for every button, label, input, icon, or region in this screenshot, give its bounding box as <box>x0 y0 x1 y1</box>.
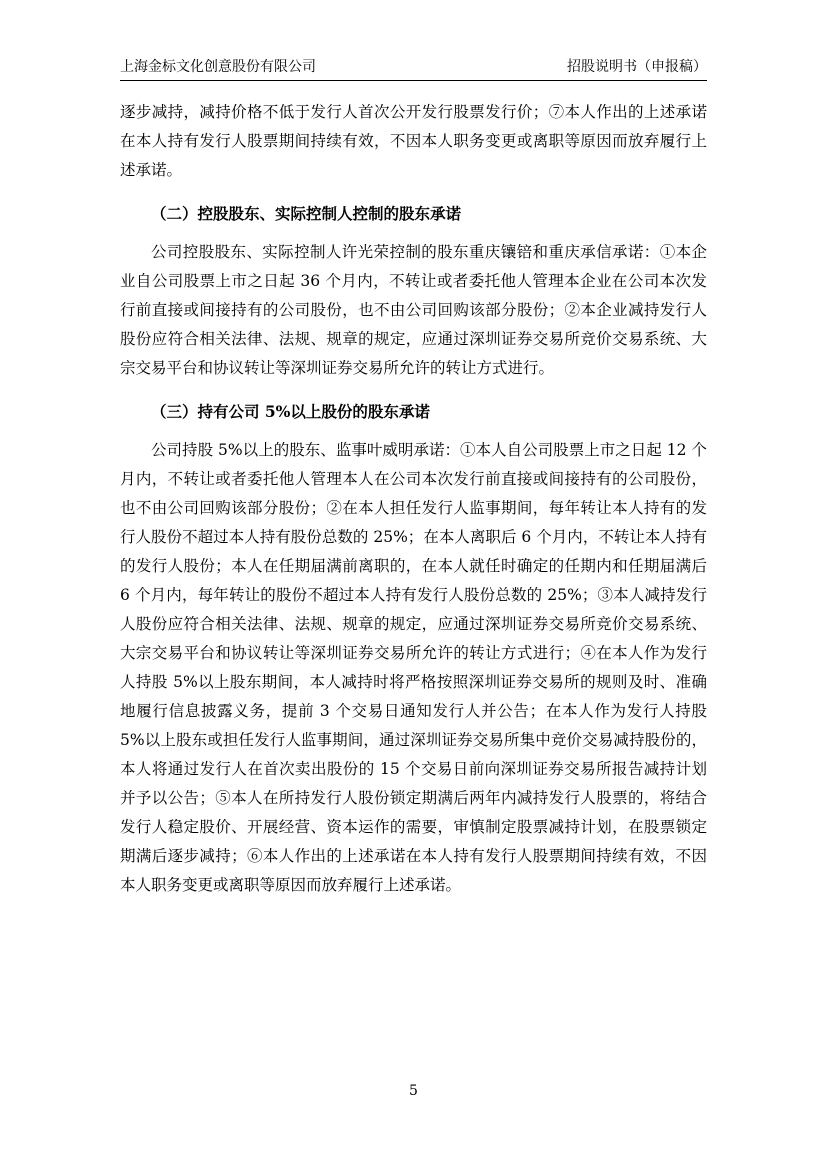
paragraph-major-shareholder: 公司持股 5%以上的股东、监事叶威明承诺：①本人自公司股票上市之日起 12 个月内，不转让或者委托他人管理本人在公司本次发行前直接或间接持有的公司股份，也不由公司回购该部分股份；②在本人担任发行人监事期间，每年转让本人持有的发行人股份不超过本人持有股份总数的 25%；在本人离职后 6 个月内，不转让本人持有的发行人股份；本人在任期届满前离职的，在本人就任时确定的任期内和任期届满后 6 个月内，每年转让的股份不超过本人持有发行人股份总数的 25%；③本人减持发行人股份应符合相关法律、法规、规章的规定，应通过深圳证券交易所竞价交易系统、大宗交易平台和协议转让等深圳证券交易所允许的转让方式进行；④在本人作为发行人持股 5%以上股东期间，本人减持时将严格按照深圳证券交易所的规则及时、准确地履行信息披露义务，提前 3 个交易日通知发行人并公告；在本人作为发行人持股 5%以上股东或担任发行人监事期间，通过深圳证券交易所集中竞价交易减持股份的，本人将通过发行人在首次卖出股份的 15 个交易日前向深圳证券交易所报告减持计划并予以公告；⑤本人在所持发行人股份锁定期满后两年内减持发行人股票的，将结合发行人稳定股价、开展经营、资本运作的需要，审慎制定股票减持计划，在股票锁定期满后逐步减持；⑥本人作出的上述承诺在本人持有发行人股票期间持续有效，不因本人职务变更或离职等原因而放弃履行上述承诺。 <box>120 441 707 894</box>
header-company-name: 上海金标文化创意股份有限公司 <box>120 59 316 75</box>
section-heading-3: （三）持有公司 5%以上股份的股东承诺 <box>151 402 430 421</box>
page-header <box>120 58 707 81</box>
paragraph-continuation: 逐步减持，减持价格不低于发行人首次公开发行股票发行价；⑦本人作出的上述承诺在本人持有发行人股票期间持续有效，不因本人职务变更或离职等原因而放弃履行上述承诺。 <box>120 103 707 179</box>
paragraph-controlling-shareholder: 公司控股股东、实际控制人许光荣控制的股东重庆镶锫和重庆承信承诺：①本企业自公司股票上市之日起 36 个月内，不转让或者委托他人管理本企业在公司本次发行前直接或间接持有的公司股份，也不由公司回购该部分股份；②本企业减持发行人股份应符合相关法律、法规、规章的规定，应通过深圳证券交易所竞价交易系统、大宗交易平台和协议转让等深圳证券交易所允许的转让方式进行。 <box>120 243 707 377</box>
page-number: 5 <box>409 1083 418 1099</box>
page-body <box>120 98 707 900</box>
section-heading-2: （二）控股股东、实际控制人控制的股东承诺 <box>151 204 462 223</box>
header-document-title: 招股说明书（申报稿） <box>567 59 707 75</box>
